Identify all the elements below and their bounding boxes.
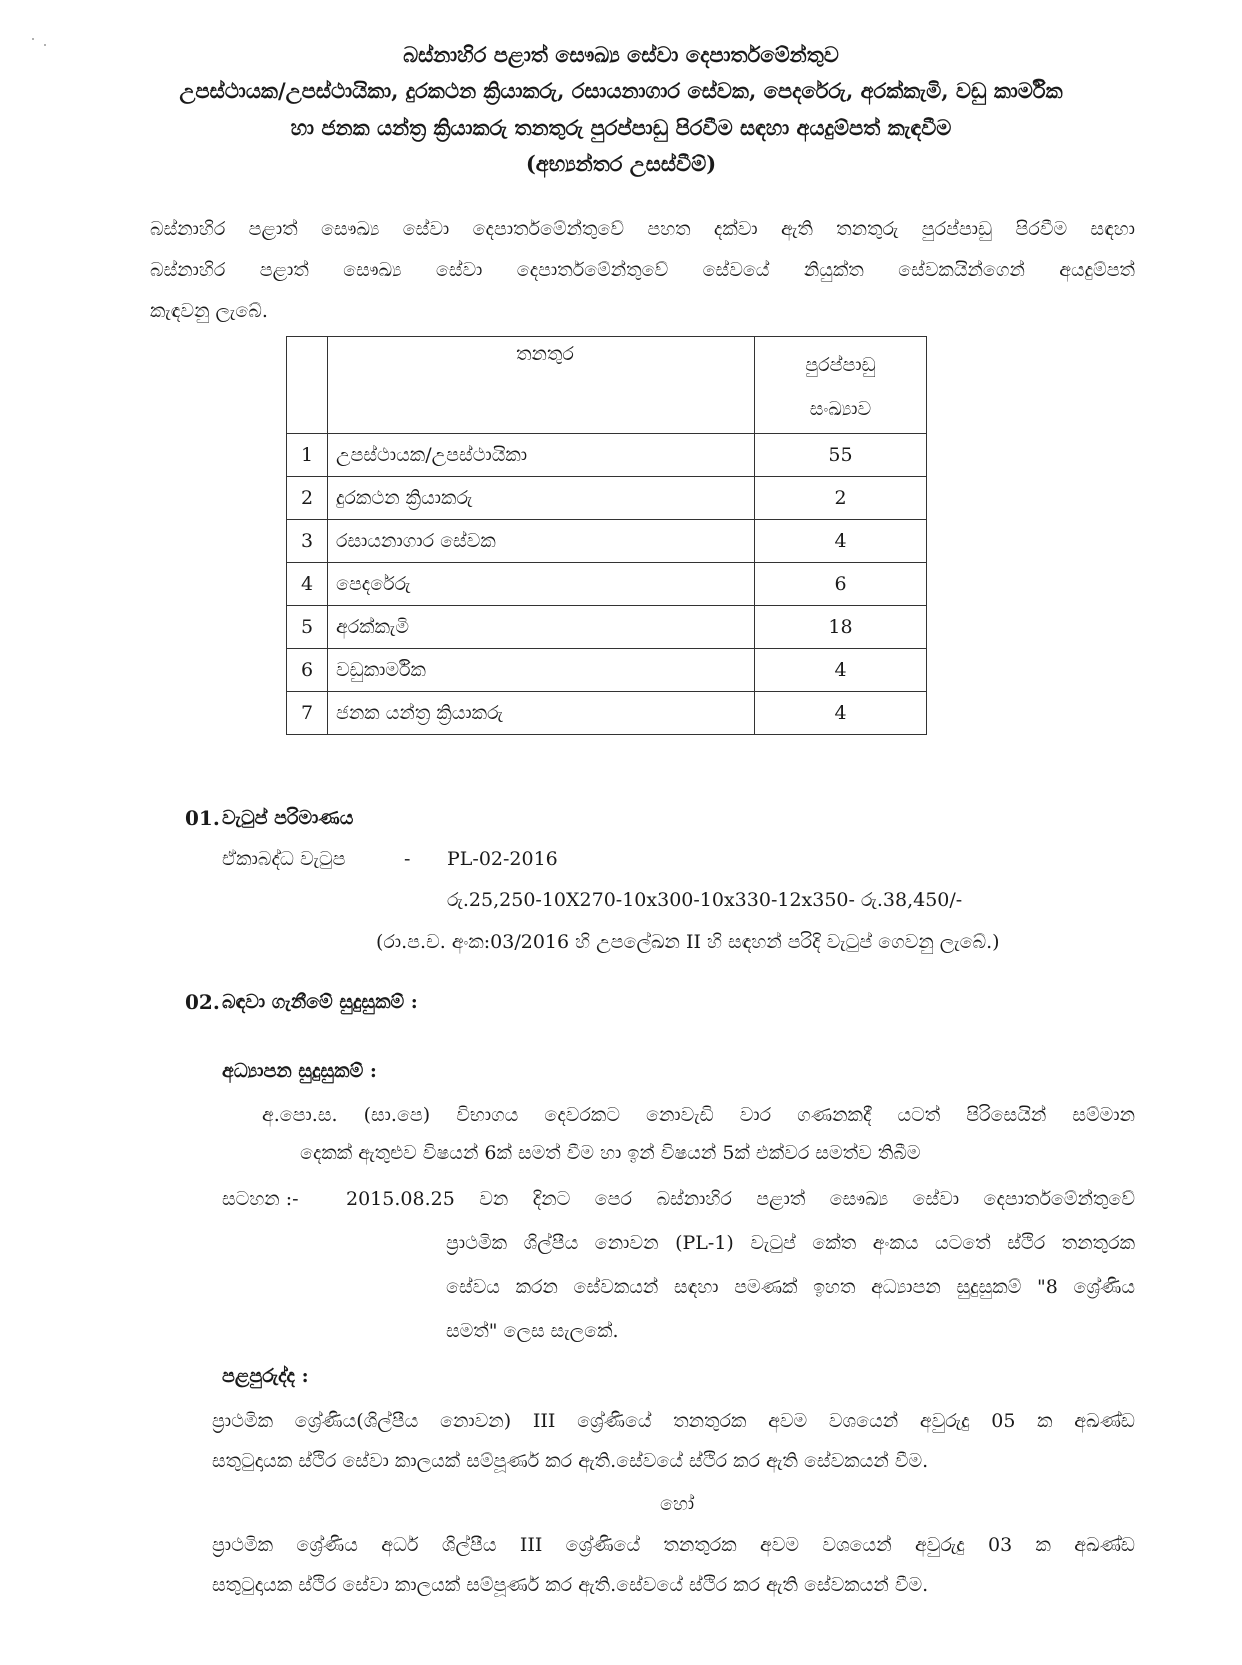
header-no-cell	[287, 337, 328, 434]
row-count: 4	[755, 520, 927, 563]
row-count: 2	[755, 477, 927, 520]
table-row	[287, 692, 927, 735]
note-line-4: සමත්" ලෙස සැලකේ.	[446, 1320, 619, 1342]
experience-1-line-2: සතුටුදායක ස්ථිර සේවා කාලයක් සම්පූර්ණ කර ඇති.සේවයේ ස්ථිර කර ඇති සේවකයන් වීම.	[212, 1450, 929, 1472]
row-post: අරක්කැමි	[328, 606, 755, 649]
row-count: 4	[755, 692, 927, 735]
row-post: පෙදරේරු	[328, 563, 755, 606]
experience-1-line-1: ප්‍රාථමික ශ්‍රේණිය(ශිල්පීය නොවන) III ශ්‍රේණියේ තනතුරක අවම වශයෙන් අවුරුදු 05 ක අඛණ්ඩ	[212, 1410, 1135, 1432]
salary-code: PL-02-2016	[447, 848, 558, 870]
qualifications-section-number: 02.	[185, 990, 220, 1014]
scan-speck	[32, 38, 34, 40]
row-count: 6	[755, 563, 927, 606]
row-count: 4	[755, 649, 927, 692]
intro-line-1: බස්නාහිර පළාත් සෞඛ්‍ය සේවා දෙපාර්තමේන්තුවේ පහත දක්වා ඇති තනතුරු පුරප්පාඩු පිරවීම සඳහා	[150, 218, 1135, 240]
row-no: 7	[287, 692, 328, 735]
row-no: 3	[287, 520, 328, 563]
row-post: වඩුකාර්මික	[328, 649, 755, 692]
row-post: දුරකථන ක්‍රියාකරු	[328, 477, 755, 520]
header-line-3: හා ජනක යන්ත්‍ර ක්‍රියාකරු තනතුරු පුරප්පාඩු පිරවීම සඳහා අයදුම්පත් කැඳවීම	[290, 115, 952, 140]
vacancy-table	[286, 336, 927, 735]
education-line-1: අ.පො.ස. (සා.පෙ) විභාගය දෙවරකට නොවැඩි වාර ගණනකදී යටත් පිරිසෙයින් සම්මාන	[262, 1104, 1135, 1126]
experience-heading: පළපුරුද්ද :	[222, 1365, 309, 1387]
experience-2-line-2: සතුටුදායක ස්ථිර සේවා කාලයක් සම්පූර්ණ කර ඇති.සේවයේ ස්ථිර කර ඇති සේවකයන් වීම.	[212, 1574, 929, 1596]
salary-dash: -	[404, 848, 411, 870]
qualifications-section-heading: බඳවා ගැනීමේ සුදුසුකම් :	[222, 991, 418, 1013]
table-row	[287, 563, 927, 606]
header-line-1: බස්නාහිර පළාත් සෞඛ්‍ය සේවා දෙපාර්තමේන්තුව	[403, 42, 839, 67]
row-no: 4	[287, 563, 328, 606]
row-post: රසායනාගාර සේවක	[328, 520, 755, 563]
row-post: උපස්ථායක/උපස්ථායිකා	[328, 434, 755, 477]
table-header-row	[287, 337, 927, 434]
note-line-3: සේවය කරන සේවකයන් සඳහා පමණක් ඉහත අධ්‍යාපන සුදුසුකම් "8 ශ්‍රේණිය	[446, 1276, 1135, 1298]
table-row	[287, 477, 927, 520]
header-count-line-1: පුරප්පාඩු	[805, 354, 876, 376]
note-line-1: 2015.08.25 වන දිනට පෙර බස්නාහිර පළාත් සෞඛ්‍ය සේවා දෙපාර්තමේන්තුවේ	[346, 1188, 1135, 1210]
header-line-2: උපස්ථායක/උපස්ථායිකා, දුරකථන ක්‍රියාකරු, රසායනාගාර සේවක, පෙදරේරු, අරක්කැමි, වඩු කාර්මික	[179, 78, 1063, 103]
header-count-cell	[755, 337, 927, 434]
row-no: 5	[287, 606, 328, 649]
row-no: 2	[287, 477, 328, 520]
intro-line-2: බස්නාහිර පළාත් සෞඛ්‍ය සේවා දෙපාර්තමේන්තුවේ සේවයේ නියුක්ත සේවකයින්ගෙන් අයදුම්පත්	[150, 259, 1135, 281]
education-heading: අධ්‍යාපන සුදුසුකම් :	[222, 1060, 377, 1082]
salary-scale: රු.25,250-10X270-10x300-10x330-12x350- රු.38,450/-	[447, 889, 963, 911]
salary-note: (රා.ප.ච. අංක:03/2016 හි උපලේඛන II හි සඳහන් පරිදි වැටුප් ගෙවනු ලැබේ.)	[376, 931, 1000, 953]
or-text: හෝ	[660, 1493, 695, 1515]
header-line-4: (අභ්‍යන්තර උසස්වීම්)	[525, 151, 717, 176]
header-post-cell: තනතුර	[328, 337, 755, 434]
table-row	[287, 649, 927, 692]
note-line-2: ප්‍රාථමික ශිල්පීය නොවන (PL-1) වැටුප් කේත අංකය යටතේ ස්ථිර තනතුරක	[446, 1232, 1135, 1254]
table-row	[287, 520, 927, 563]
note-label: සටහන :-	[222, 1188, 299, 1210]
intro-line-3: කැඳවනු ලැබේ.	[150, 300, 268, 322]
education-line-2: දෙකක් ඇතුළුව විෂයන් 6ක් සමත් වීම හා ඉන් විෂයන් 5ක් එක්වර සමත්ව තිබීම	[300, 1142, 921, 1164]
salary-section-heading: වැටුප් පරිමාණය	[222, 807, 354, 829]
row-no: 1	[287, 434, 328, 477]
table-row	[287, 606, 927, 649]
row-count: 55	[755, 434, 927, 477]
experience-2-line-1: ප්‍රාථමික ශ්‍රේණිය අර්ධ ශිල්පීය III ශ්‍රේණියේ තනතුරක අවම වශයෙන් අවුරුදු 03 ක අඛණ්ඩ	[212, 1534, 1135, 1556]
row-no: 6	[287, 649, 328, 692]
row-count: 18	[755, 606, 927, 649]
header-count-line-2: සංඛ්‍යාව	[809, 398, 872, 420]
row-post: ජනක යන්ත්‍ර ක්‍රියාකරු	[328, 692, 755, 735]
salary-label: ඒකාබද්ධ වැටුප	[222, 848, 346, 870]
table-row	[287, 434, 927, 477]
salary-section-number: 01.	[185, 806, 220, 830]
